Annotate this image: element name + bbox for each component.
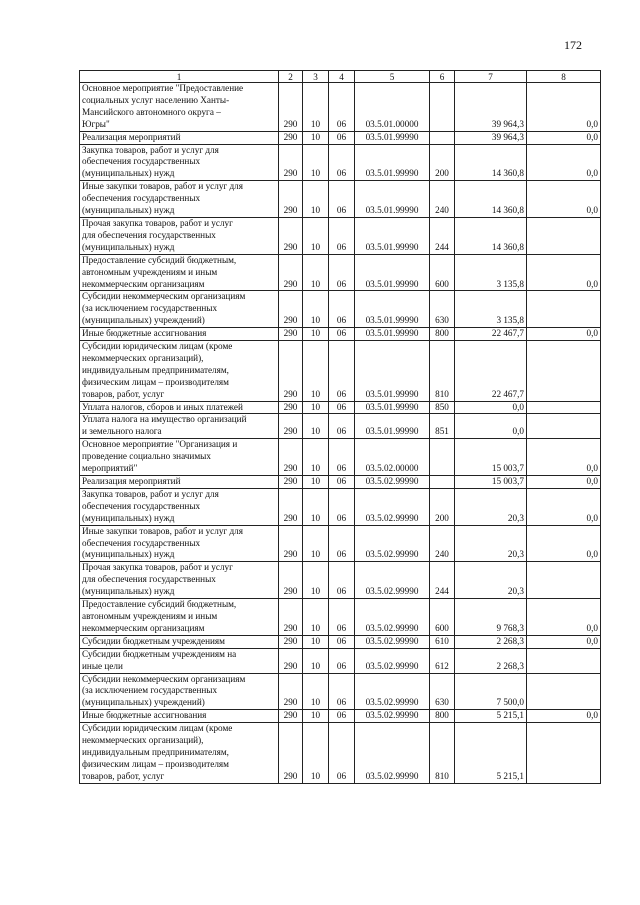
cell-section: 10 (303, 144, 329, 181)
cell-code: 290 (279, 131, 303, 144)
cell-expense-type (430, 83, 455, 132)
cell-amount: 2 268,3 (455, 635, 527, 648)
table-row (80, 648, 601, 673)
cell-section: 10 (303, 476, 329, 489)
cell-subsection: 06 (329, 291, 355, 328)
table-row (80, 488, 601, 525)
cell-code: 290 (279, 525, 303, 562)
cell-section: 10 (303, 341, 329, 402)
table-row (80, 217, 601, 254)
cell-subsection: 06 (329, 710, 355, 723)
cell-amount: 20,3 (455, 488, 527, 525)
cell-section: 10 (303, 599, 329, 636)
col-header: 5 (355, 71, 430, 83)
table-row (80, 525, 601, 562)
row-description: Иные бюджетные ассигнования (80, 328, 279, 341)
cell-amount: 20,3 (455, 525, 527, 562)
cell-subsection: 06 (329, 525, 355, 562)
cell-expense-type: 240 (430, 525, 455, 562)
cell-amount-federal (527, 673, 601, 710)
cell-amount-federal: 0,0 (527, 599, 601, 636)
cell-amount: 2 268,3 (455, 648, 527, 673)
cell-amount: 7 500,0 (455, 673, 527, 710)
cell-target-article: 03.5.01.99990 (355, 131, 430, 144)
cell-target-article: 03.5.01.99990 (355, 328, 430, 341)
row-description: Уплата налогов, сборов и иных платежей (80, 401, 279, 414)
cell-code: 290 (279, 488, 303, 525)
cell-section: 10 (303, 328, 329, 341)
cell-amount-federal (527, 414, 601, 439)
cell-amount: 22 467,7 (455, 341, 527, 402)
cell-code: 290 (279, 635, 303, 648)
cell-section: 10 (303, 710, 329, 723)
row-description: Субсидии некоммерческим организациям (за исключением государственных (муниципальных) учреждений) (80, 291, 279, 328)
cell-subsection: 06 (329, 328, 355, 341)
cell-amount: 39 964,3 (455, 83, 527, 132)
cell-target-article: 03.5.01.99990 (355, 401, 430, 414)
cell-subsection: 06 (329, 83, 355, 132)
row-description: Реализация мероприятий (80, 131, 279, 144)
cell-subsection: 06 (329, 562, 355, 599)
cell-section: 10 (303, 291, 329, 328)
table-row (80, 673, 601, 710)
cell-subsection: 06 (329, 723, 355, 784)
table-row (80, 83, 601, 132)
cell-expense-type: 800 (430, 710, 455, 723)
cell-target-article: 03.5.01.99990 (355, 254, 430, 291)
cell-code: 290 (279, 144, 303, 181)
cell-subsection: 06 (329, 254, 355, 291)
cell-subsection: 06 (329, 217, 355, 254)
cell-section: 10 (303, 254, 329, 291)
cell-target-article: 03.5.02.99990 (355, 562, 430, 599)
cell-amount-federal: 0,0 (527, 83, 601, 132)
row-description: Иные бюджетные ассигнования (80, 710, 279, 723)
table-row (80, 401, 601, 414)
cell-expense-type: 850 (430, 401, 455, 414)
cell-code: 290 (279, 599, 303, 636)
cell-target-article: 03.5.02.99990 (355, 525, 430, 562)
cell-subsection: 06 (329, 599, 355, 636)
cell-code: 290 (279, 217, 303, 254)
row-description: Субсидии юридическим лицам (кроме некоммерческих организаций), индивидуальным предпринимателям, физическим лицам – производителям товаров, работ, услуг (80, 341, 279, 402)
cell-amount-federal: 0,0 (527, 710, 601, 723)
cell-amount-federal (527, 341, 601, 402)
cell-amount: 15 003,7 (455, 476, 527, 489)
row-description: Субсидии бюджетным учреждениям на иные цели (80, 648, 279, 673)
cell-section: 10 (303, 181, 329, 218)
table-row (80, 291, 601, 328)
cell-target-article: 03.5.01.99990 (355, 181, 430, 218)
cell-target-article: 03.5.01.99990 (355, 217, 430, 254)
table-row (80, 144, 601, 181)
cell-section: 10 (303, 217, 329, 254)
cell-subsection: 06 (329, 635, 355, 648)
cell-code: 290 (279, 414, 303, 439)
cell-subsection: 06 (329, 181, 355, 218)
cell-subsection: 06 (329, 414, 355, 439)
table-row (80, 414, 601, 439)
cell-target-article: 03.5.01.99990 (355, 341, 430, 402)
cell-amount-federal: 0,0 (527, 131, 601, 144)
cell-subsection: 06 (329, 673, 355, 710)
cell-expense-type: 630 (430, 291, 455, 328)
table-row (80, 181, 601, 218)
cell-amount-federal: 0,0 (527, 328, 601, 341)
cell-subsection: 06 (329, 144, 355, 181)
cell-amount: 14 360,8 (455, 181, 527, 218)
row-description: Субсидии юридическим лицам (кроме некоммерческих организаций), индивидуальным предпринимателям, физическим лицам – производителям товаров, работ, услуг (80, 723, 279, 784)
col-header: 8 (527, 71, 601, 83)
cell-code: 290 (279, 83, 303, 132)
cell-code: 290 (279, 476, 303, 489)
cell-target-article: 03.5.01.00000 (355, 83, 430, 132)
cell-code: 290 (279, 673, 303, 710)
cell-subsection: 06 (329, 131, 355, 144)
cell-code: 290 (279, 562, 303, 599)
table-row (80, 476, 601, 489)
cell-expense-type: 200 (430, 488, 455, 525)
cell-expense-type: 244 (430, 562, 455, 599)
col-header: 2 (279, 71, 303, 83)
table-row (80, 439, 601, 476)
cell-amount-federal: 0,0 (527, 635, 601, 648)
cell-amount: 39 964,3 (455, 131, 527, 144)
cell-amount: 3 135,8 (455, 291, 527, 328)
cell-amount: 20,3 (455, 562, 527, 599)
cell-amount-federal (527, 562, 601, 599)
cell-code: 290 (279, 439, 303, 476)
cell-expense-type: 630 (430, 673, 455, 710)
cell-amount-federal: 0,0 (527, 488, 601, 525)
cell-amount-federal: 0,0 (527, 144, 601, 181)
row-description: Субсидии некоммерческим организациям (за исключением государственных (муниципальных) учреждений) (80, 673, 279, 710)
cell-section: 10 (303, 488, 329, 525)
cell-amount: 22 467,7 (455, 328, 527, 341)
cell-amount-federal (527, 401, 601, 414)
cell-amount: 0,0 (455, 414, 527, 439)
row-description: Основное мероприятие "Организация и проведение социально значимых мероприятий" (80, 439, 279, 476)
header-row (80, 71, 601, 83)
row-description: Реализация мероприятий (80, 476, 279, 489)
row-description: Иные закупки товаров, работ и услуг для обеспечения государственных (муниципальных) нужд (80, 525, 279, 562)
cell-section: 10 (303, 131, 329, 144)
cell-amount-federal: 0,0 (527, 525, 601, 562)
cell-amount: 5 215,1 (455, 723, 527, 784)
cell-section: 10 (303, 562, 329, 599)
col-header: 3 (303, 71, 329, 83)
row-description: Закупка товаров, работ и услуг для обеспечения государственных (муниципальных) нужд (80, 144, 279, 181)
cell-amount-federal: 0,0 (527, 181, 601, 218)
cell-amount: 0,0 (455, 401, 527, 414)
cell-section: 10 (303, 401, 329, 414)
cell-expense-type (430, 131, 455, 144)
cell-section: 10 (303, 673, 329, 710)
cell-subsection: 06 (329, 401, 355, 414)
row-description: Уплата налога на имущество организаций и земельного налога (80, 414, 279, 439)
row-description: Предоставление субсидий бюджетным, автономным учреждениям и иным некоммерческим организациям (80, 599, 279, 636)
cell-target-article: 03.5.02.99990 (355, 599, 430, 636)
table-row (80, 635, 601, 648)
cell-amount-federal (527, 723, 601, 784)
col-header: 1 (80, 71, 279, 83)
cell-expense-type: 240 (430, 181, 455, 218)
row-description: Основное мероприятие "Предоставление социальных услуг населению Ханты- Мансийского автономного округа – Югры" (80, 83, 279, 132)
cell-target-article: 03.5.02.99990 (355, 710, 430, 723)
table-row (80, 328, 601, 341)
row-description: Прочая закупка товаров, работ и услуг для обеспечения государственных (муниципальных) нужд (80, 217, 279, 254)
col-header: 6 (430, 71, 455, 83)
page-number: 172 (564, 38, 582, 52)
cell-expense-type (430, 439, 455, 476)
cell-code: 290 (279, 291, 303, 328)
cell-expense-type (430, 476, 455, 489)
table-row (80, 131, 601, 144)
cell-expense-type: 800 (430, 328, 455, 341)
cell-expense-type: 244 (430, 217, 455, 254)
cell-subsection: 06 (329, 476, 355, 489)
cell-target-article: 03.5.01.99990 (355, 414, 430, 439)
cell-amount: 14 360,8 (455, 217, 527, 254)
cell-code: 290 (279, 254, 303, 291)
row-description: Иные закупки товаров, работ и услуг для обеспечения государственных (муниципальных) нужд (80, 181, 279, 218)
cell-expense-type: 810 (430, 723, 455, 784)
cell-amount-federal (527, 291, 601, 328)
cell-subsection: 06 (329, 341, 355, 402)
cell-target-article: 03.5.02.99990 (355, 635, 430, 648)
cell-amount-federal: 0,0 (527, 254, 601, 291)
cell-target-article: 03.5.02.99990 (355, 648, 430, 673)
row-description: Субсидии бюджетным учреждениям (80, 635, 279, 648)
row-description: Предоставление субсидий бюджетным, автономным учреждениям и иным некоммерческим организациям (80, 254, 279, 291)
cell-code: 290 (279, 401, 303, 414)
cell-subsection: 06 (329, 648, 355, 673)
cell-section: 10 (303, 635, 329, 648)
table-row (80, 254, 601, 291)
cell-subsection: 06 (329, 439, 355, 476)
cell-code: 290 (279, 181, 303, 218)
cell-subsection: 06 (329, 488, 355, 525)
cell-code: 290 (279, 648, 303, 673)
cell-target-article: 03.5.01.99990 (355, 144, 430, 181)
table-row (80, 710, 601, 723)
cell-target-article: 03.5.02.99990 (355, 723, 430, 784)
cell-expense-type: 851 (430, 414, 455, 439)
cell-code: 290 (279, 710, 303, 723)
cell-amount-federal: 0,0 (527, 476, 601, 489)
cell-section: 10 (303, 525, 329, 562)
cell-amount-federal: 0,0 (527, 439, 601, 476)
cell-section: 10 (303, 648, 329, 673)
cell-amount: 9 768,3 (455, 599, 527, 636)
cell-code: 290 (279, 328, 303, 341)
table-row (80, 341, 601, 402)
col-header: 4 (329, 71, 355, 83)
cell-section: 10 (303, 414, 329, 439)
cell-target-article: 03.5.02.00000 (355, 439, 430, 476)
cell-expense-type: 610 (430, 635, 455, 648)
cell-expense-type: 612 (430, 648, 455, 673)
table-row (80, 562, 601, 599)
cell-amount: 5 215,1 (455, 710, 527, 723)
cell-expense-type: 600 (430, 599, 455, 636)
cell-expense-type: 200 (430, 144, 455, 181)
cell-section: 10 (303, 439, 329, 476)
cell-expense-type: 600 (430, 254, 455, 291)
cell-target-article: 03.5.01.99990 (355, 291, 430, 328)
cell-code: 290 (279, 341, 303, 402)
cell-section: 10 (303, 83, 329, 132)
cell-target-article: 03.5.02.99990 (355, 673, 430, 710)
cell-target-article: 03.5.02.99990 (355, 476, 430, 489)
cell-expense-type: 810 (430, 341, 455, 402)
cell-amount: 3 135,8 (455, 254, 527, 291)
cell-amount-federal (527, 217, 601, 254)
cell-section: 10 (303, 723, 329, 784)
cell-amount: 15 003,7 (455, 439, 527, 476)
row-description: Закупка товаров, работ и услуг для обеспечения государственных (муниципальных) нужд (80, 488, 279, 525)
col-header: 7 (455, 71, 527, 83)
row-description: Прочая закупка товаров, работ и услуг для обеспечения государственных (муниципальных) нужд (80, 562, 279, 599)
cell-target-article: 03.5.02.99990 (355, 488, 430, 525)
budget-table (79, 70, 601, 784)
table-row (80, 723, 601, 784)
cell-amount: 14 360,8 (455, 144, 527, 181)
cell-amount-federal (527, 648, 601, 673)
table-row (80, 599, 601, 636)
cell-code: 290 (279, 723, 303, 784)
